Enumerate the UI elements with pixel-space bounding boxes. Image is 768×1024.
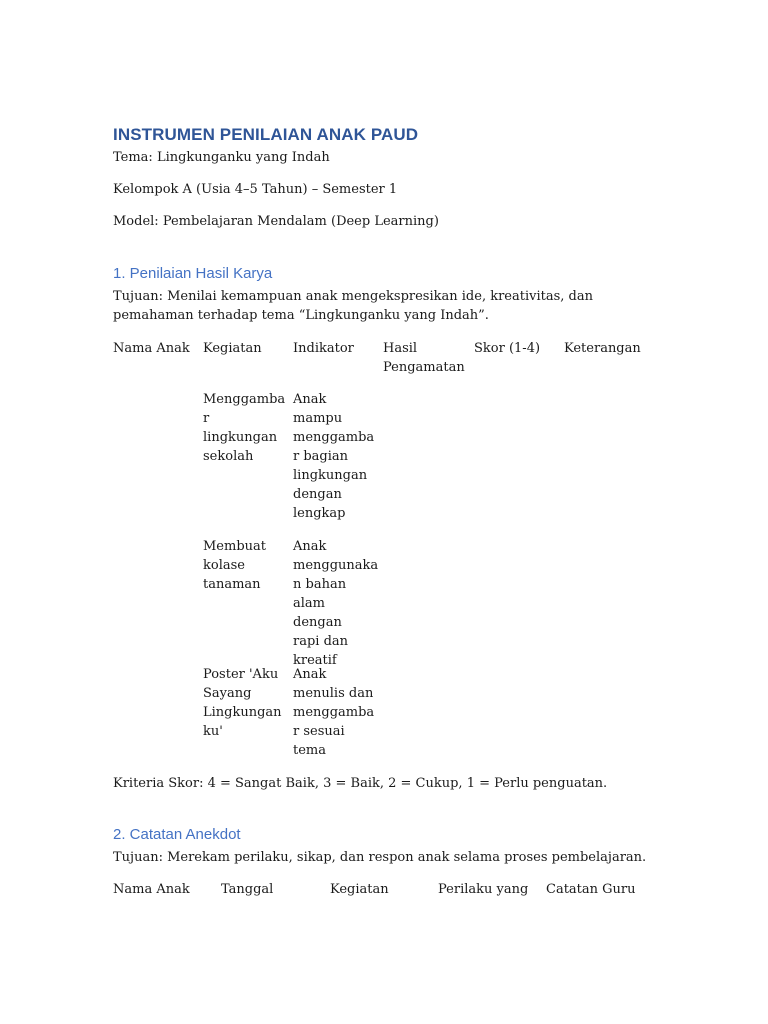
- document-title: INSTRUMEN PENILAIAN ANAK PAUD: [113, 125, 419, 144]
- header-nama-anak: Nama Anak: [113, 882, 190, 897]
- section2-heading: 2. Catatan Anekdot: [113, 826, 241, 843]
- header-tanggal: Tanggal: [221, 882, 274, 897]
- row2-indikator: Anak menggunaka n bahan alam dengan rapi dan kreatif: [293, 539, 379, 668]
- header-nama-anak: Nama Anak: [113, 341, 190, 356]
- section1-purpose: Tujuan: Menilai kemampuan anak mengekspresikan ide, kreativitas, dan pemahaman terhadap tema “Lingkunganku yang Indah”.: [113, 289, 593, 323]
- header-kegiatan: Kegiatan: [203, 341, 262, 356]
- row3-indikator: Anak menulis dan menggamba r sesuai tema: [293, 667, 375, 758]
- header-indikator: Indikator: [293, 341, 354, 356]
- row1-indikator: Anak mampu menggamba r bagian lingkungan dengan lengkap: [293, 392, 375, 521]
- section2-purpose: Tujuan: Merekam perilaku, sikap, dan respon anak selama proses pembelajaran.: [113, 850, 647, 865]
- row3-kegiatan: Poster 'Aku Sayang Lingkungan ku': [203, 667, 282, 739]
- header-kegiatan: Kegiatan: [330, 882, 389, 897]
- meta-group: Kelompok A (Usia 4–5 Tahun) – Semester 1: [113, 182, 398, 197]
- section1-heading: 1. Penilaian Hasil Karya: [113, 265, 273, 282]
- row2-kegiatan: Membuat kolase tanaman: [203, 539, 267, 592]
- meta-model: Model: Pembelajaran Mendalam (Deep Learning): [113, 214, 439, 229]
- header-keterangan: Keterangan: [564, 341, 641, 356]
- header-hasil-pengamatan: Hasil Pengamatan: [383, 341, 465, 375]
- header-skor: Skor (1-4): [474, 341, 541, 356]
- score-criteria: Kriteria Skor: 4 = Sangat Baik, 3 = Baik, 2 = Cukup, 1 = Perlu penguatan.: [113, 776, 608, 791]
- header-perilaku: Perilaku yang: [438, 882, 529, 897]
- meta-theme: Tema: Lingkunganku yang Indah: [113, 150, 330, 165]
- header-catatan-guru: Catatan Guru: [546, 882, 636, 897]
- row1-kegiatan: Menggamba r lingkungan sekolah: [203, 392, 286, 464]
